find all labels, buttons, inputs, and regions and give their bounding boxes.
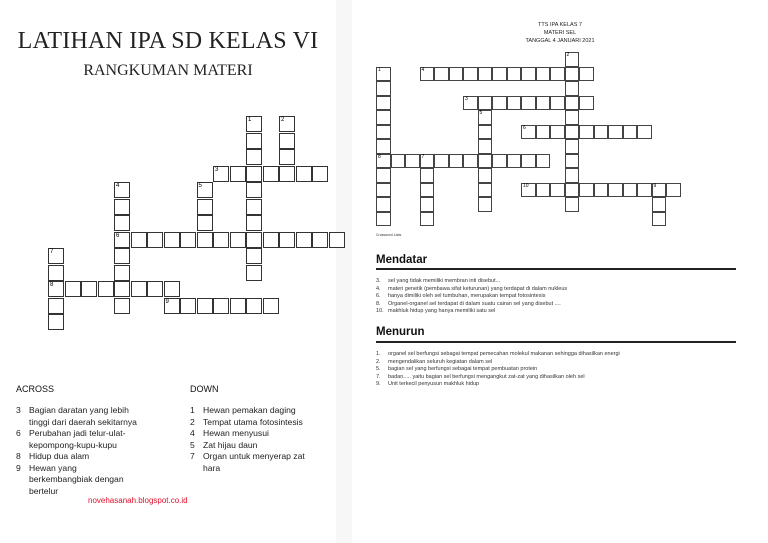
crossword-cell[interactable] xyxy=(478,168,493,183)
crossword-cell[interactable] xyxy=(180,298,196,314)
clue-across-8: 8 Hidup dua alam xyxy=(16,451,90,461)
crossword-cell[interactable] xyxy=(263,232,279,248)
crossword-cell[interactable] xyxy=(65,281,81,297)
crossword-cell[interactable] xyxy=(246,116,262,132)
clue-number: 9 xyxy=(653,182,657,189)
crossword-cell[interactable] xyxy=(246,133,262,149)
crossword-cell[interactable] xyxy=(329,232,345,248)
crossword-cell[interactable] xyxy=(279,133,295,149)
crossword-cell[interactable] xyxy=(296,232,312,248)
clue-number: 5 xyxy=(479,110,483,116)
crossword-cell[interactable] xyxy=(637,125,652,140)
crossword-cell[interactable] xyxy=(478,197,493,212)
crossword-cell[interactable] xyxy=(478,96,493,111)
crossword-cell[interactable] xyxy=(197,298,213,314)
down-heading: DOWN xyxy=(190,384,219,394)
clue-number: 3 xyxy=(215,166,219,173)
clue-down-1: 1 Hewan pemakan daging xyxy=(190,405,296,415)
crossword-cell[interactable] xyxy=(147,281,163,297)
crossword-cell[interactable] xyxy=(420,197,435,212)
crossword-cell[interactable] xyxy=(405,154,420,169)
header-line-2: MATERI SEL xyxy=(543,30,577,36)
clue-down-4: 4 Hewan menyusui xyxy=(190,428,269,438)
crossword-cell[interactable] xyxy=(279,149,295,165)
crossword-cell[interactable] xyxy=(114,215,130,231)
crossword-cell[interactable] xyxy=(48,248,64,264)
blog-watermark: novehasanah.blogspot.co.id xyxy=(88,496,188,505)
crossword-cell[interactable] xyxy=(164,232,180,248)
crossword-cell[interactable] xyxy=(565,154,580,169)
crossword-cell[interactable] xyxy=(246,248,262,264)
crossword-cell[interactable] xyxy=(279,166,295,182)
crossword-cell[interactable] xyxy=(420,212,435,227)
menurun-clue: 5. bagian sel yang berfungsi sebagai tempat pembuatan protein xyxy=(376,366,538,372)
crossword-cell[interactable] xyxy=(666,183,681,198)
crossword-cell[interactable] xyxy=(565,67,580,82)
crossword-cell[interactable] xyxy=(48,265,64,281)
clue-number: 6 xyxy=(523,124,526,131)
crossword-cell[interactable] xyxy=(536,183,551,198)
crossword-cell[interactable] xyxy=(652,212,667,227)
crossword-cell[interactable] xyxy=(434,67,449,82)
crossword-cell[interactable] xyxy=(114,199,130,215)
crossword-cell[interactable] xyxy=(608,183,623,198)
across-clues xyxy=(16,405,186,497)
crossword-cell[interactable] xyxy=(279,116,295,132)
crossword-cell[interactable] xyxy=(213,298,229,314)
crossword-cell[interactable] xyxy=(608,125,623,140)
crossword-cell[interactable] xyxy=(376,139,391,154)
crossword-cell[interactable] xyxy=(376,197,391,212)
crossword-cell[interactable] xyxy=(246,182,262,198)
crossword-cell[interactable] xyxy=(230,298,246,314)
crossword-cell[interactable] xyxy=(213,232,229,248)
mendatar-heading: Mendatar xyxy=(376,254,428,266)
clue-across-9-cont2: bertelur xyxy=(29,485,59,496)
crossword-cell[interactable] xyxy=(420,67,435,82)
crossword-cell[interactable] xyxy=(114,281,130,297)
crossword-cell[interactable] xyxy=(147,232,163,248)
across-heading: ACROSS xyxy=(16,384,55,394)
crossword-cell[interactable] xyxy=(536,67,551,82)
crossword-cell[interactable] xyxy=(521,96,536,111)
clue-down-7: 7 Organ untuk menyerap zat xyxy=(190,451,305,461)
crossword-cell[interactable] xyxy=(550,183,565,198)
crossword-cell[interactable] xyxy=(478,183,493,198)
menurun-clue: 7. badan..... yaitu bagian sel berfungsi mengangkut zat-zat yang dihasilkan oleh sel xyxy=(376,373,585,380)
clue-number: 3 xyxy=(465,95,468,102)
crossword-cell[interactable] xyxy=(114,298,130,314)
crossword-cell[interactable] xyxy=(565,197,580,212)
worksheet-subtitle: RANGKUMAN MATERI xyxy=(83,62,253,79)
crossword-cell[interactable] xyxy=(263,298,279,314)
crossword-cell[interactable] xyxy=(478,154,493,169)
clue-down-5: 5 Zat hijau daun xyxy=(190,439,258,450)
crossword-cell[interactable] xyxy=(197,182,213,198)
crossword-cell[interactable] xyxy=(652,197,667,212)
crossword-cell[interactable] xyxy=(131,232,147,248)
crossword-cell[interactable] xyxy=(550,67,565,82)
crossword-cell[interactable] xyxy=(376,168,391,183)
crossword-cell[interactable] xyxy=(594,183,609,198)
crossword-cell[interactable] xyxy=(507,67,522,82)
crossword-cell[interactable] xyxy=(246,265,262,281)
crossword-cell[interactable] xyxy=(579,67,594,82)
crossword-cell[interactable] xyxy=(246,166,262,182)
crossword-cell[interactable] xyxy=(213,166,229,182)
crossword-cell[interactable] xyxy=(492,96,507,111)
clue-across-6-cont: kepompong-kupu-kupu xyxy=(29,439,117,450)
crossword-cell[interactable] xyxy=(376,183,391,198)
menurun-clue: 9. Unit terkecil penyusun makhluk hidup xyxy=(376,381,480,387)
clue-number: 4 xyxy=(421,66,425,73)
crossword-cell[interactable] xyxy=(637,183,652,198)
clue-number: 8 xyxy=(50,282,54,288)
crossword-cell[interactable] xyxy=(594,125,609,140)
mendatar-clue: 8. Organel-organel sel terdapat di dalam suatu cairan sel yang disebut .... xyxy=(376,300,561,307)
header-line-3: TANGGAL 4 JANUARI 2021 xyxy=(525,38,595,44)
crossword-cell[interactable] xyxy=(623,125,638,140)
crossword-cell[interactable] xyxy=(463,67,478,82)
crossword-cell[interactable] xyxy=(246,215,262,231)
crossword-cell[interactable] xyxy=(478,110,493,125)
crossword-cell[interactable] xyxy=(434,154,449,169)
clue-down-2: 2 Tempat utama fotosintesis xyxy=(190,416,303,427)
crossword-cell[interactable] xyxy=(492,154,507,169)
header-line-1: TTS IPA KELAS 7 xyxy=(538,22,582,28)
clue-across-3-cont: tinggi dari daerah sekitarnya xyxy=(29,416,137,427)
crossword-cell[interactable] xyxy=(521,125,536,140)
crossword-cell[interactable] xyxy=(478,67,493,82)
menurun-rule xyxy=(376,341,736,343)
crossword-cell[interactable] xyxy=(579,183,594,198)
crossword-cell[interactable] xyxy=(48,298,64,314)
crossword-cell[interactable] xyxy=(114,265,130,281)
crossword-cell[interactable] xyxy=(579,96,594,111)
credit-note: Crossword Labs xyxy=(376,233,402,237)
crossword-cell[interactable] xyxy=(230,232,246,248)
clue-number: 7 xyxy=(50,249,54,255)
clue-number: 10 xyxy=(523,182,529,189)
crossword-cell[interactable] xyxy=(536,125,551,140)
clue-number: 8 xyxy=(378,153,381,160)
mendatar-clue: 4. materi genetik (pembawa sifat keturunan) yang terdapat di dalam nukleus xyxy=(376,285,568,292)
crossword-cell[interactable] xyxy=(536,96,551,111)
crossword-cell[interactable] xyxy=(114,232,130,248)
crossword-cell[interactable] xyxy=(197,215,213,231)
crossword-cell[interactable] xyxy=(449,67,464,82)
crossword-cell[interactable] xyxy=(420,168,435,183)
crossword-cell[interactable] xyxy=(536,154,551,169)
crossword-cell[interactable] xyxy=(565,110,580,125)
clue-across-9: 9 Hewan yang xyxy=(16,462,77,473)
clue-number: 2 xyxy=(281,117,285,123)
crossword-cell[interactable] xyxy=(550,125,565,140)
crossword-cell[interactable] xyxy=(507,96,522,111)
crossword-cell[interactable] xyxy=(478,125,493,140)
page-gap xyxy=(336,0,352,543)
mendatar-clue: 3. sel yang tidak memiliki membran inti disebut... xyxy=(376,278,501,284)
mendatar-clue: 10. makhluk hidup yang hanya memiliki satu sel xyxy=(376,308,496,314)
crossword-cell[interactable] xyxy=(246,232,262,248)
crossword-cell[interactable] xyxy=(521,67,536,82)
crossword-cell[interactable] xyxy=(197,232,213,248)
crossword-cell[interactable] xyxy=(565,168,580,183)
crossword-cell[interactable] xyxy=(164,298,180,314)
clue-number: 5 xyxy=(198,183,202,189)
crossword-cell[interactable] xyxy=(312,232,328,248)
crossword-cell[interactable] xyxy=(565,52,580,67)
crossword-cell[interactable] xyxy=(376,110,391,125)
crossword-cell[interactable] xyxy=(230,166,246,182)
crossword-cell[interactable] xyxy=(420,154,435,169)
crossword-cell[interactable] xyxy=(81,281,97,297)
crossword-cell[interactable] xyxy=(565,81,580,96)
crossword-cell[interactable] xyxy=(420,183,435,198)
crossword-cell[interactable] xyxy=(521,154,536,169)
down-clues xyxy=(190,405,336,474)
crossword-cell[interactable] xyxy=(114,182,130,198)
menurun-clue: 2. mengendalikan seluruh kegiatan dalam sel xyxy=(376,358,493,365)
crossword-cell[interactable] xyxy=(279,232,295,248)
crossword-cell[interactable] xyxy=(197,199,213,215)
crossword-cell[interactable] xyxy=(376,125,391,140)
clue-number: 7 xyxy=(421,153,425,160)
crossword-cell[interactable] xyxy=(565,125,580,140)
crossword-cell[interactable] xyxy=(131,281,147,297)
menurun-clue: 1. organel sel berfungsi sebagai tempat pemecahan molekul makanan sehingga dihasilkan energi xyxy=(376,351,620,357)
crossword-cell[interactable] xyxy=(478,139,493,154)
clue-number: 4 xyxy=(116,183,120,189)
crossword-cell[interactable] xyxy=(98,281,114,297)
crossword-cell[interactable] xyxy=(48,314,64,330)
clue-number: 1 xyxy=(248,117,252,123)
crossword-cell[interactable] xyxy=(48,281,64,297)
crossword-cell[interactable] xyxy=(376,67,391,82)
crossword-cell[interactable] xyxy=(550,96,565,111)
crossword-cell[interactable] xyxy=(376,96,391,111)
crossword-cell[interactable] xyxy=(180,232,196,248)
clue-across-9-cont: berkembangbiak dengan xyxy=(29,474,124,484)
crossword-cell[interactable] xyxy=(312,166,328,182)
crossword-cell[interactable] xyxy=(521,183,536,198)
clue-number: 2 xyxy=(566,52,570,58)
clue-down-7-cont: hara xyxy=(203,462,221,473)
crossword-cell[interactable] xyxy=(623,183,638,198)
crossword-cell[interactable] xyxy=(507,154,522,169)
left-worksheet xyxy=(0,0,336,543)
crossword-cell[interactable] xyxy=(376,81,391,96)
crossword-cell[interactable] xyxy=(164,281,180,297)
crossword-cell[interactable] xyxy=(246,298,262,314)
clue-number: 9 xyxy=(165,298,169,305)
crossword-cell[interactable] xyxy=(449,154,464,169)
worksheet-title: LATIHAN IPA SD KELAS VI xyxy=(17,28,319,54)
crossword-cell[interactable] xyxy=(114,248,130,264)
crossword-cell[interactable] xyxy=(579,125,594,140)
clue-across-3: 3 Bagian daratan yang lebih xyxy=(16,405,129,415)
crossword-cell[interactable] xyxy=(565,139,580,154)
crossword-cell[interactable] xyxy=(376,212,391,227)
crossword-cell[interactable] xyxy=(565,183,580,198)
crossword-cell[interactable] xyxy=(391,154,406,169)
clue-number: 6 xyxy=(116,232,120,239)
mendatar-clue: 6. hanya dimiliki oleh sel tumbuhan, merupakan tempat fotosintesis xyxy=(376,293,546,299)
crossword-cell[interactable] xyxy=(652,183,667,198)
crossword-cell[interactable] xyxy=(463,96,478,111)
right-worksheet xyxy=(352,0,768,543)
crossword-cell[interactable] xyxy=(246,149,262,165)
menurun-heading: Menurun xyxy=(376,326,425,338)
crossword-cell[interactable] xyxy=(565,96,580,111)
crossword-cell[interactable] xyxy=(492,67,507,82)
crossword-cell[interactable] xyxy=(463,154,478,169)
crossword-cell[interactable] xyxy=(296,166,312,182)
clue-number: 1 xyxy=(378,66,381,73)
crossword-cell[interactable] xyxy=(376,154,391,169)
crossword-cell[interactable] xyxy=(263,166,279,182)
clue-across-6: 6 Perubahan jadi telur-ulat- xyxy=(16,428,126,438)
mendatar-rule xyxy=(376,268,736,270)
crossword-cell[interactable] xyxy=(246,199,262,215)
